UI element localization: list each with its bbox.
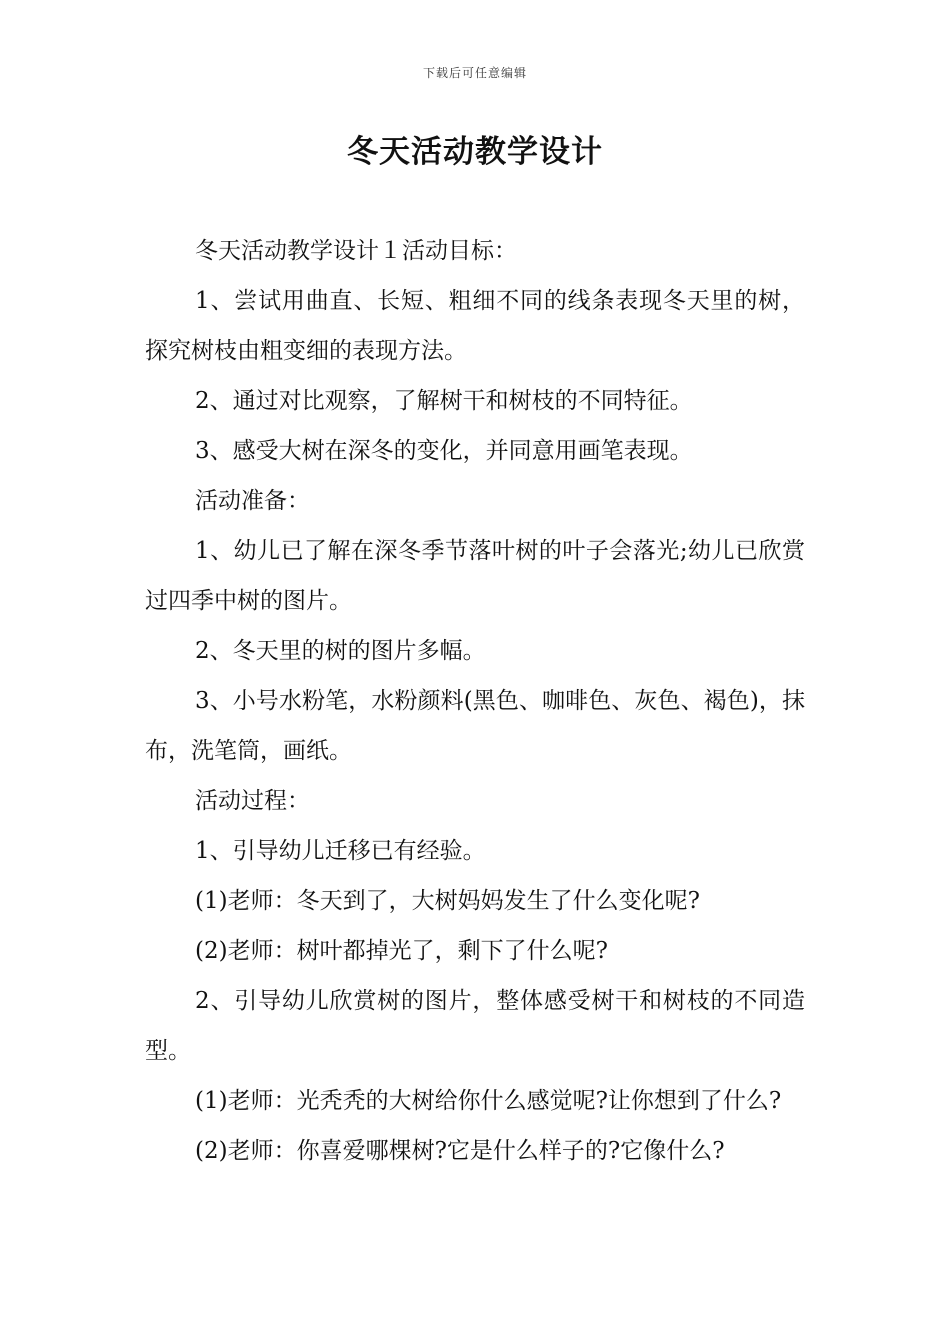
paragraph: 2、引导幼儿欣赏树的图片，整体感受树干和树枝的不同造型。: [145, 988, 805, 1064]
paragraph: (1)老师：冬天到了，大树妈妈发生了什么变化呢?: [195, 888, 700, 914]
paragraph: (1)老师：光秃秃的大树给你什么感觉呢?让你想到了什么?: [195, 1088, 782, 1114]
paragraph: (2)老师：树叶都掉光了，剩下了什么呢?: [195, 938, 608, 964]
document-body: [145, 226, 805, 1176]
paragraph: 3、感受大树在深冬的变化，并同意用画笔表现。: [195, 438, 693, 464]
paragraph: 1、尝试用曲直、长短、粗细不同的线条表现冬天里的树，探究树枝由粗变细的表现方法。: [145, 288, 805, 364]
document-title: 冬天活动教学设计: [347, 134, 603, 170]
paragraph: 冬天活动教学设计１活动目标：: [195, 238, 517, 264]
paragraph: 3、小号水粉笔，水粉颜料(黑色、咖啡色、灰色、褐色)，抹布，洗笔筒，画纸。: [145, 688, 805, 764]
paragraph: 1、幼儿已了解在深冬季节落叶树的叶子会落光;幼儿已欣赏过四季中树的图片。: [145, 538, 805, 614]
paragraph: 2、冬天里的树的图片多幅。: [195, 638, 486, 664]
paragraph: 2、通过对比观察，了解树干和树枝的不同特征。: [195, 388, 693, 414]
paragraph: 1、引导幼儿迁移已有经验。: [195, 838, 486, 864]
section-heading: 活动准备：: [195, 488, 310, 514]
section-heading: 活动过程：: [195, 788, 310, 814]
paragraph: (2)老师：你喜爱哪棵树?它是什么样子的?它像什么?: [195, 1138, 725, 1164]
header-note: 下载后可任意编辑: [422, 66, 527, 80]
